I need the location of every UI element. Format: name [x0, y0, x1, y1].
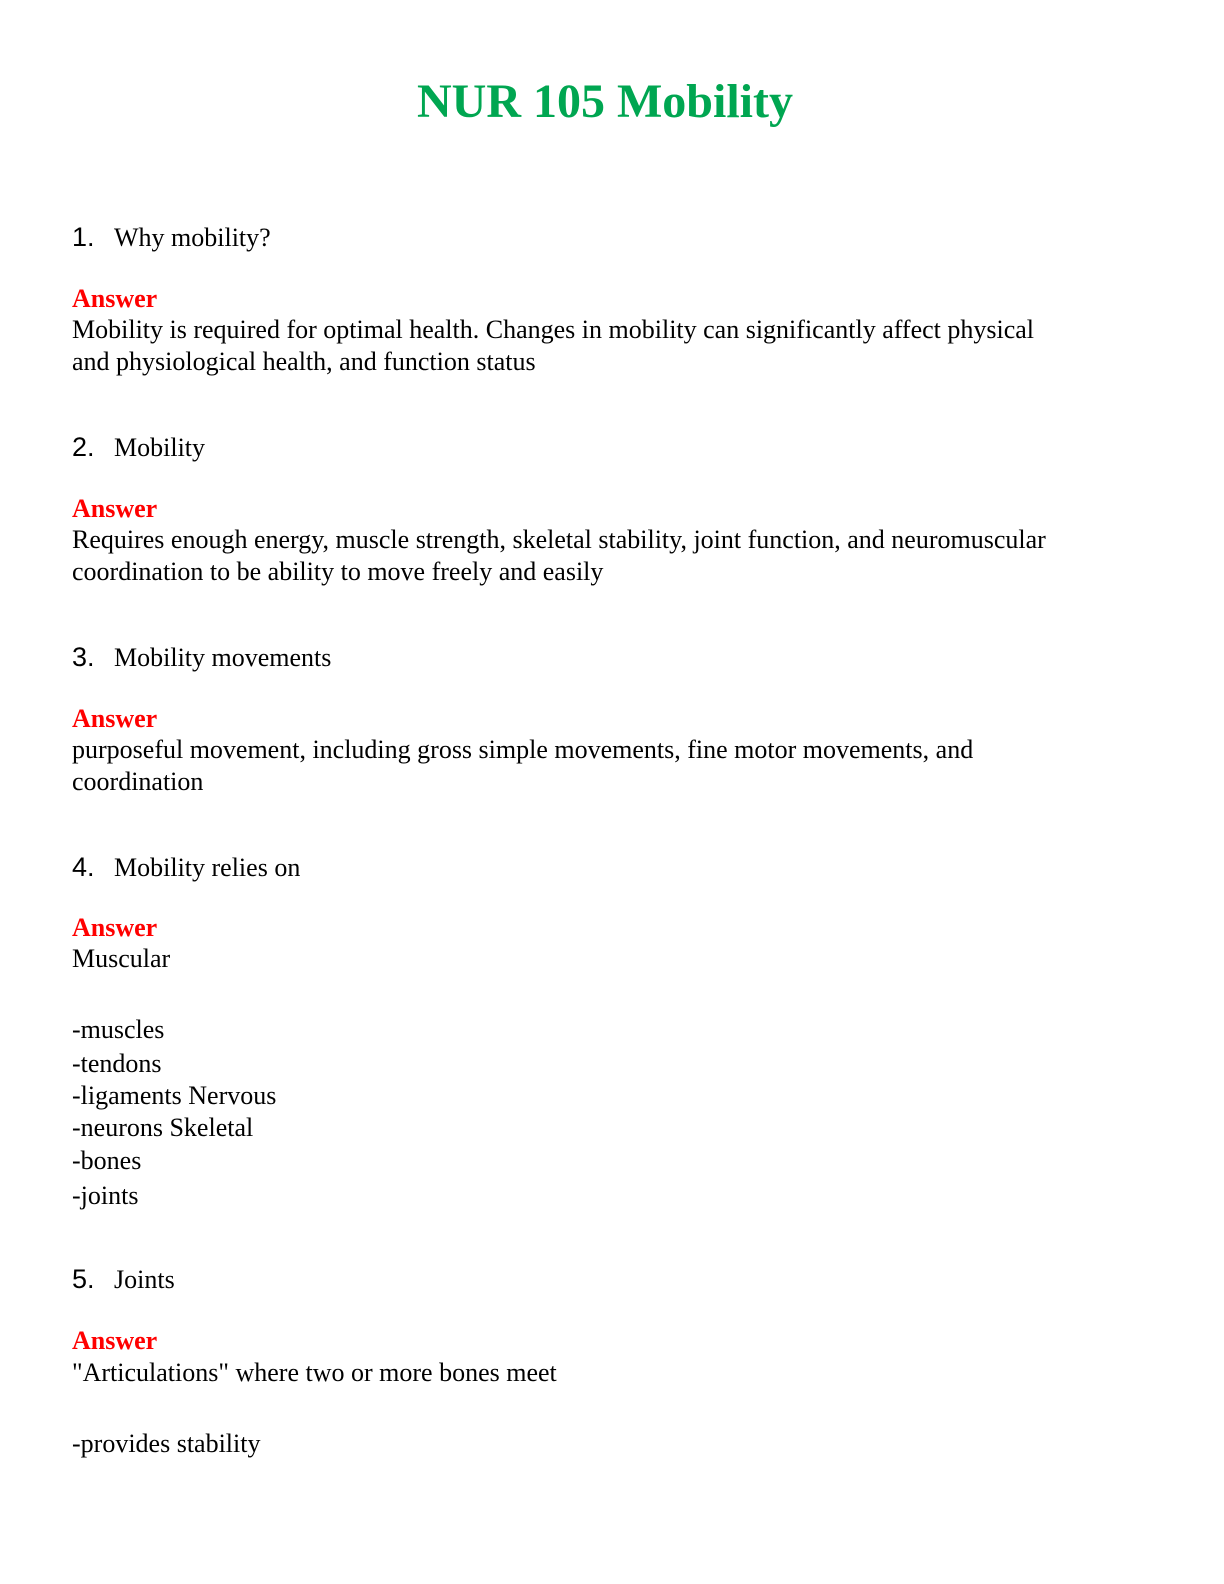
question-3: [72, 640, 331, 675]
answer-text: "Articulations" where two or more bones meet: [72, 1358, 557, 1387]
question-number: 3.: [72, 642, 95, 672]
question-2: [72, 430, 205, 465]
question-text: Mobility: [114, 433, 206, 462]
answer-label: Answer: [72, 284, 158, 313]
question-number: 2.: [72, 432, 95, 462]
question-number: 4.: [72, 852, 95, 882]
list-item: -provides stability: [72, 1429, 261, 1458]
list-item: -neurons Skeletal: [72, 1113, 254, 1142]
question-number: 1.: [72, 222, 95, 252]
question-text: Joints: [114, 1265, 175, 1294]
answer-label: Answer: [72, 494, 158, 523]
list-item: -ligaments Nervous: [72, 1081, 277, 1110]
question-number: 5.: [72, 1264, 95, 1294]
page-title: NUR 105 Mobility: [417, 75, 793, 128]
question-text: Mobility relies on: [114, 853, 301, 882]
list-item: -bones: [72, 1146, 142, 1175]
list-item: -tendons: [72, 1049, 162, 1078]
answer-text: purposeful movement, including gross simple movements, fine motor movements, and coordination: [72, 735, 974, 796]
list-item: -joints: [72, 1181, 139, 1210]
answer-label: Answer: [72, 1326, 158, 1355]
list-item: -muscles: [72, 1015, 165, 1044]
question-1: [72, 220, 271, 255]
question-4: [72, 850, 300, 885]
answer-text: Requires enough energy, muscle strength, skeletal stability, joint function, and neuromuscular coordination to be ability to move freely and easily: [72, 525, 1046, 586]
question-text: Why mobility?: [114, 223, 271, 252]
answer-text: Muscular: [72, 944, 171, 973]
answer-label: Answer: [72, 913, 158, 942]
answer-text: Mobility is required for optimal health. Changes in mobility can significantly affect physical and physiological health, and function status: [72, 315, 1035, 376]
answer-label: Answer: [72, 704, 158, 733]
question-5: [72, 1262, 175, 1297]
question-text: Mobility movements: [114, 643, 332, 672]
